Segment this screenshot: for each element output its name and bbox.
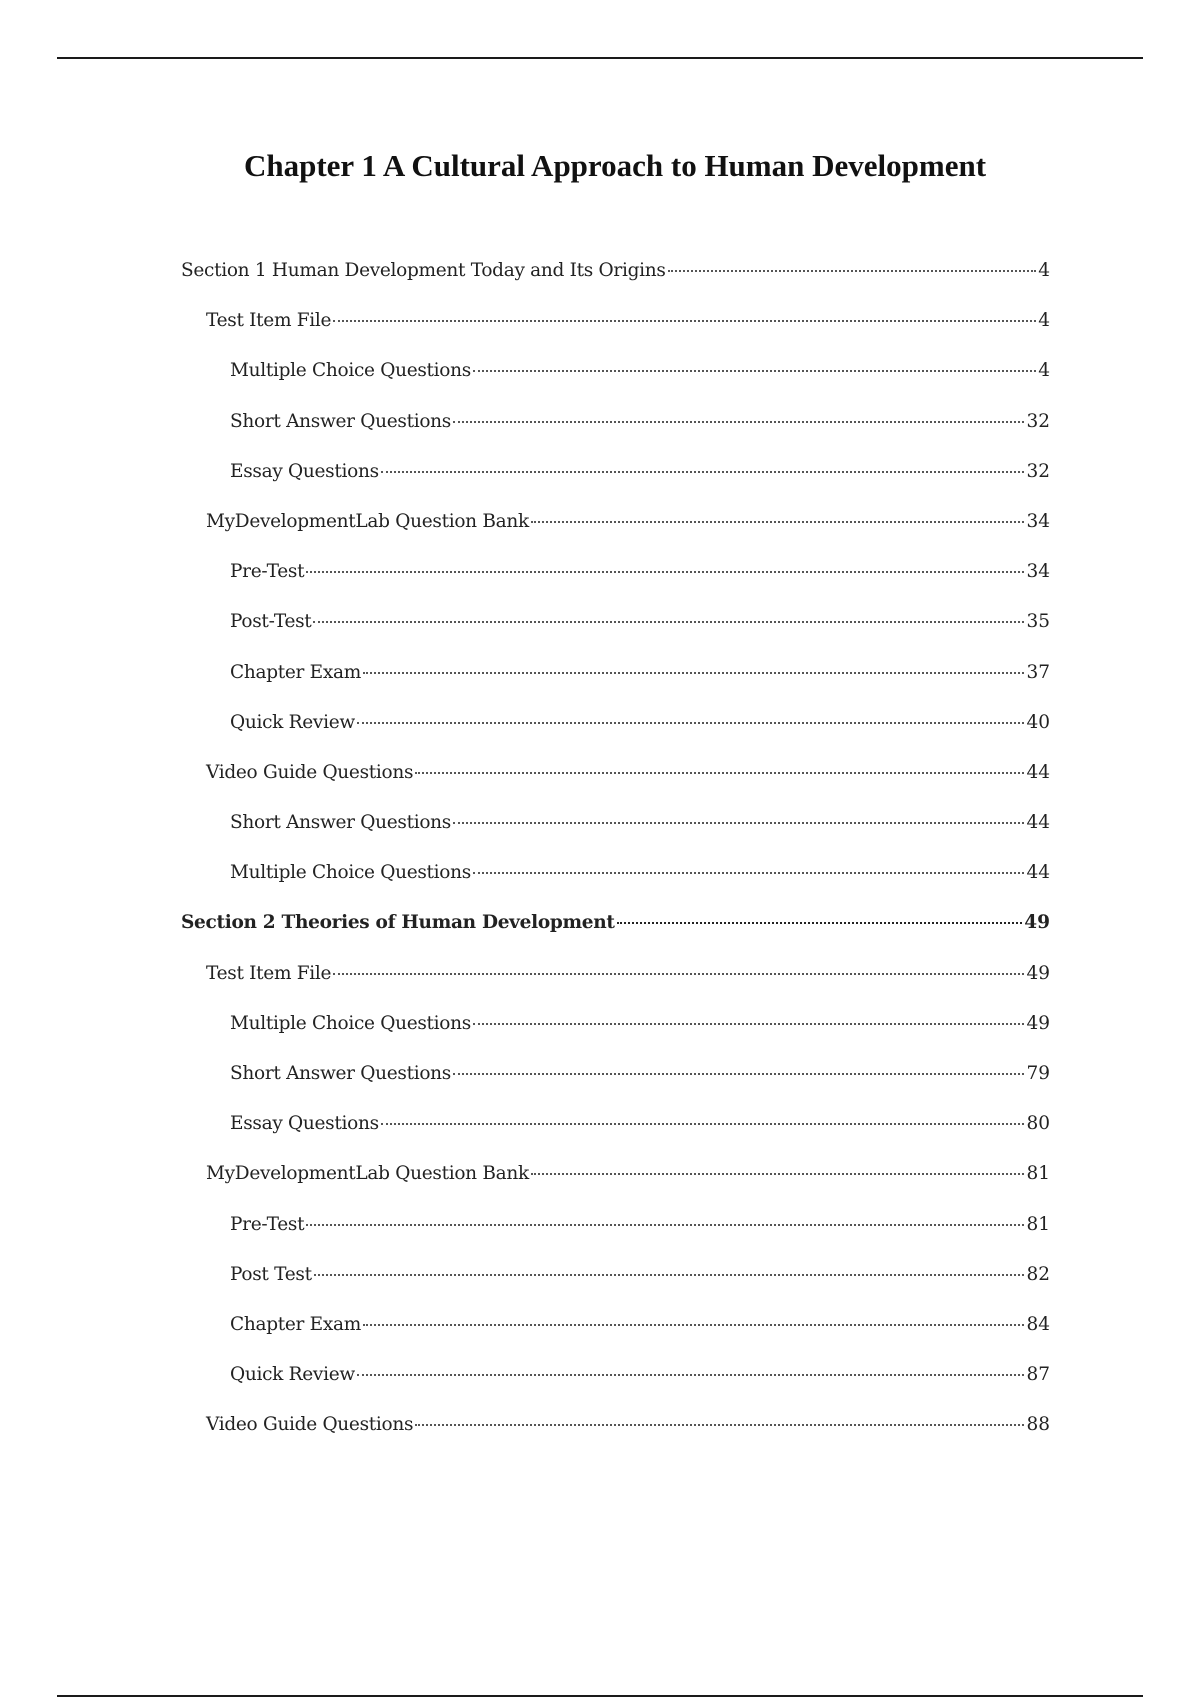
toc-entry-label: MyDevelopmentLab Question Bank (206, 510, 529, 532)
toc-entry-label: Short Answer Questions (230, 1063, 451, 1084)
toc-entry[interactable] (181, 961, 1050, 1011)
toc-dot-leader (453, 421, 1024, 423)
toc-page-number: 32 (1026, 410, 1050, 432)
toc-page-number: 79 (1026, 1063, 1050, 1084)
toc-page-number: 80 (1026, 1113, 1050, 1135)
toc-dot-leader (415, 1424, 1024, 1426)
toc-page-number: 40 (1026, 711, 1050, 733)
header-rule (57, 57, 1143, 59)
toc-entry-label: Multiple Choice Questions (230, 1012, 471, 1034)
table-of-contents (181, 258, 1050, 1463)
toc-page-number: 44 (1026, 862, 1050, 884)
toc-dot-leader (531, 521, 1025, 523)
toc-page-number: 49 (1026, 1012, 1050, 1034)
toc-entry-label: Section 1 Human Development Today and Its Origins (181, 260, 666, 281)
toc-entry[interactable] (181, 860, 1050, 910)
toc-entry-label: Essay Questions (230, 1113, 379, 1135)
toc-entry-label: Quick Review (230, 1364, 355, 1386)
toc-page-number: 4 (1038, 260, 1050, 281)
toc-page-number: 82 (1026, 1263, 1050, 1285)
toc-dot-leader (453, 822, 1024, 824)
toc-page-number: 35 (1026, 611, 1050, 633)
toc-entry-label: Post-Test (230, 611, 312, 633)
toc-page-number: 44 (1026, 812, 1050, 834)
toc-dot-leader (381, 471, 1025, 473)
toc-entry[interactable] (181, 660, 1050, 710)
toc-entry-label: Video Guide Questions (206, 761, 414, 783)
toc-entry-label: Short Answer Questions (230, 410, 451, 432)
toc-entry-label: Pre-Test (230, 561, 305, 583)
toc-entry-label: Test Item File (206, 310, 332, 332)
toc-dot-leader (473, 1023, 1025, 1025)
toc-entry-label: Chapter Exam (230, 661, 361, 683)
toc-dot-leader (333, 973, 1024, 975)
toc-page-number: 34 (1026, 510, 1050, 532)
toc-dot-leader (313, 621, 1024, 623)
toc-entry-label: Multiple Choice Questions (230, 862, 471, 884)
toc-dot-leader (415, 772, 1024, 774)
toc-dot-leader (531, 1173, 1025, 1175)
toc-entry[interactable] (181, 1362, 1050, 1412)
toc-dot-leader (473, 872, 1025, 874)
toc-entry-label: Chapter Exam (230, 1313, 361, 1335)
toc-entry[interactable] (181, 459, 1050, 509)
toc-entry[interactable] (181, 1011, 1050, 1061)
toc-entry-label: Video Guide Questions (206, 1414, 414, 1436)
chapter-title: Chapter 1 A Cultural Approach to Human Development (243, 148, 987, 183)
toc-entry[interactable] (181, 409, 1050, 459)
toc-entry-label: Pre-Test (230, 1213, 305, 1235)
toc-dot-leader (363, 1324, 1024, 1326)
toc-page-number: 84 (1026, 1313, 1050, 1335)
toc-page-number: 44 (1026, 761, 1050, 783)
toc-entry[interactable] (181, 559, 1050, 609)
toc-entry[interactable] (181, 258, 1050, 308)
toc-entry[interactable] (181, 910, 1050, 960)
toc-page-number: 88 (1026, 1414, 1050, 1436)
toc-page-number: 34 (1026, 561, 1050, 583)
toc-entry[interactable] (181, 1111, 1050, 1161)
toc-dot-leader (363, 672, 1024, 674)
toc-entry-label: MyDevelopmentLab Question Bank (206, 1163, 529, 1185)
toc-dot-leader (453, 1073, 1024, 1075)
toc-entry[interactable] (181, 609, 1050, 659)
toc-entry-label: Section 2 Theories of Human Development (181, 912, 615, 934)
toc-entry[interactable] (181, 760, 1050, 810)
toc-dot-leader (473, 370, 1036, 372)
toc-entry[interactable] (181, 1312, 1050, 1362)
toc-dot-leader (668, 270, 1037, 272)
toc-entry[interactable] (181, 509, 1050, 559)
toc-page-number: 81 (1026, 1163, 1050, 1185)
toc-entry[interactable] (181, 710, 1050, 760)
toc-dot-leader (306, 1224, 1024, 1226)
toc-dot-leader (357, 1374, 1025, 1376)
toc-dot-leader (333, 320, 1036, 322)
toc-page-number: 4 (1038, 360, 1050, 382)
toc-dot-leader (306, 571, 1024, 573)
toc-page-number: 49 (1024, 912, 1050, 934)
toc-entry[interactable] (181, 810, 1050, 860)
toc-entry-label: Post Test (230, 1263, 312, 1285)
toc-entry[interactable] (181, 1061, 1050, 1111)
toc-entry-label: Test Item File (206, 962, 332, 984)
toc-page-number: 81 (1026, 1213, 1050, 1235)
toc-entry[interactable] (181, 1161, 1050, 1211)
toc-entry-label: Multiple Choice Questions (230, 360, 471, 382)
toc-entry[interactable] (181, 308, 1050, 358)
toc-entry[interactable] (181, 1412, 1050, 1462)
toc-dot-leader (357, 722, 1025, 724)
toc-entry-label: Quick Review (230, 711, 355, 733)
toc-dot-leader (314, 1274, 1025, 1276)
toc-page-number: 49 (1026, 962, 1050, 984)
toc-page-number: 32 (1026, 460, 1050, 482)
toc-entry-label: Short Answer Questions (230, 812, 451, 834)
toc-dot-leader (617, 922, 1023, 924)
toc-entry[interactable] (181, 1212, 1050, 1262)
toc-entry-label: Essay Questions (230, 460, 379, 482)
toc-page-number: 87 (1026, 1364, 1050, 1386)
footer-rule (57, 1695, 1143, 1697)
toc-entry[interactable] (181, 358, 1050, 408)
toc-page-number: 37 (1026, 661, 1050, 683)
toc-entry[interactable] (181, 1262, 1050, 1312)
toc-dot-leader (381, 1123, 1025, 1125)
toc-page-number: 4 (1038, 310, 1050, 332)
